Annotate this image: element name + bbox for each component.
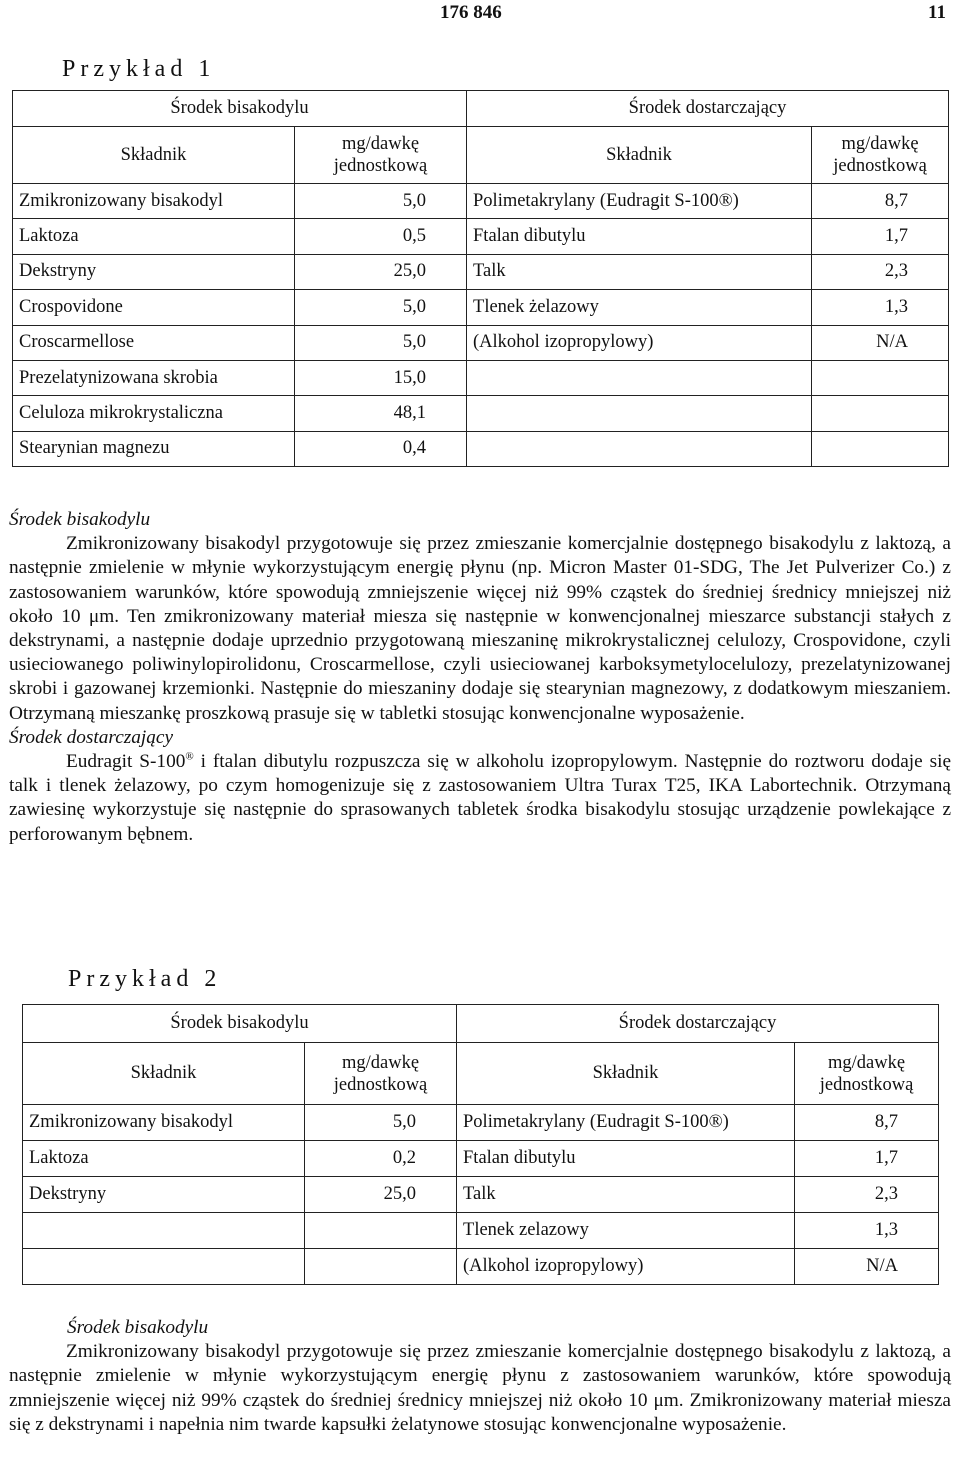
ingredient-dose: 25,0 [305, 1177, 457, 1213]
ingredient-dose [305, 1249, 457, 1285]
ingredient-name: Croscarmellose [13, 325, 295, 360]
ingredient-dose [305, 1213, 457, 1249]
delivery-ingredient-dose: N/A [812, 325, 949, 360]
ingredient-name: Zmikronizowany bisakodyl [13, 184, 295, 219]
table-row [23, 1105, 939, 1141]
example-2-bisakodyl-heading: Środek bisakodylu [67, 1317, 209, 1338]
bisakodyl-section-text: Zmikronizowany bisakodyl przygotowuje się przez zmieszanie komercjalnie dostępnego bisakodylu z laktozą, a następnie zmielenie w młynie wykorzystującym energię płynu (np. Micron Master 01-SDG, The Jet Pulverizer Co.) z zastosowaniem warunków, które spowodują zmniejszenie więcej niż 99% cząstek do średniej średnicy mniejszej niż około 10 μm. Ten zmikronizowany materiał miesza się następnie w konwencjonalnej mieszarce substancji stałych z dekstrynami, a następnie dodaje uprzednio przygotowaną mieszaninę mikrokrystalicznej celulozy, Crospovidone, czyli usieciowanego poliwinylopirolidonu, Croscarmellose, czyli usieciowanej karboksymetylocelulozy, prezelatynizowanej skrobi i gazowanej krzemionki. Następnie do mieszaniny dodaje się stearynian magnezowy, z dodatkowym mieszaniem. Otrzymaną mieszankę proszkową prasuje się w tabletki stosując konwencjonalne wyposażenie. [9, 533, 951, 724]
ingredient-name: Laktoza [13, 219, 295, 254]
ingredient-dose: 5,0 [305, 1105, 457, 1141]
column-header-ingredient-right: Składnik [467, 127, 812, 184]
table2-group-header-right: Środek dostarczający [457, 1005, 939, 1043]
table2-group-header-left: Środek bisakodylu [23, 1005, 457, 1043]
table-row [13, 396, 949, 431]
delivery-ingredient-dose: 8,7 [812, 184, 949, 219]
patent-number: 176 846 [440, 2, 502, 23]
ingredient-dose: 0,4 [295, 431, 467, 466]
delivery-ingredient-dose: 1,3 [795, 1213, 939, 1249]
table2-column-header-dose-right-line1: mg/dawkę [827, 1052, 906, 1073]
table-row [23, 1213, 939, 1249]
delivery-ingredient-name: Tlenek żelazowy [467, 290, 812, 325]
column-header-dose-right [812, 127, 949, 184]
delivery-ingredient-name [467, 360, 812, 395]
ingredient-dose: 5,0 [295, 325, 467, 360]
delivery-section-heading: Środek dostarczający [9, 726, 174, 748]
ingredient-dose: 5,0 [295, 290, 467, 325]
table-row [13, 184, 949, 219]
example-2-table-body [23, 1105, 939, 1285]
column-header-dose-line1: mg/dawkę [341, 134, 420, 154]
delivery-section-text [9, 750, 951, 847]
table-row [13, 254, 949, 289]
example-1-title: Przykład 1 [62, 56, 216, 82]
example-2-text [9, 1316, 951, 1437]
ingredient-name: Zmikronizowany bisakodyl [23, 1105, 305, 1141]
ingredient-name: Dekstryny [13, 254, 295, 289]
delivery-ingredient-name [467, 396, 812, 431]
ingredient-dose: 25,0 [295, 254, 467, 289]
delivery-ingredient-dose [812, 396, 949, 431]
column-header-dose [295, 127, 467, 184]
ingredient-dose: 0,5 [295, 219, 467, 254]
delivery-text-start: Eudragit S-100 [66, 751, 186, 773]
table-row [23, 1177, 939, 1213]
delivery-ingredient-name: (Alkohol izopropylowy) [457, 1249, 795, 1285]
delivery-ingredient-dose: 1,7 [812, 219, 949, 254]
table-row [13, 219, 949, 254]
table2-column-header-dose [305, 1043, 457, 1105]
ingredient-name [23, 1213, 305, 1249]
example-2-bisakodyl-text: Zmikronizowany bisakodyl przygotowuje się przez zmieszanie komercjalnie dostępnego bisakodylu z laktozą, a następnie zmielenie w młynie wykorzystującym energię płynu z zastosowaniem warunków, które spowodują zmniejszenie więcej niż 99% cząstek do średniej średnicy mniejszej niż około 10 μm. Zmikronizowany materiał miesza się z dekstrynami i napełnia nim twarde kapsułki żelatynowe stosując konwencjonalne wyposażenie. [9, 1341, 951, 1435]
ingredient-dose: 48,1 [295, 396, 467, 431]
table2-column-header-ingredient-right: Składnik [457, 1043, 795, 1105]
ingredient-dose: 0,2 [305, 1141, 457, 1177]
column-header-ingredient: Składnik [13, 127, 295, 184]
example-1-text [9, 508, 951, 847]
table-row [13, 290, 949, 325]
ingredient-name: Laktoza [23, 1141, 305, 1177]
delivery-ingredient-name: Ftalan dibutylu [467, 219, 812, 254]
table-row [13, 431, 949, 466]
ingredient-name: Stearynian magnezu [13, 431, 295, 466]
table2-column-header-dose-line1: mg/dawkę [341, 1052, 420, 1073]
ingredient-dose: 5,0 [295, 184, 467, 219]
table-group-header-right: Środek dostarczający [467, 91, 949, 127]
delivery-text-rest: i ftalan dibutylu rozpuszcza się w alkoholu izopropylowym. Następnie do roztworu dodaje się talk i tlenek żelazowy, po czym homogenizuje się z zastosowaniem Ultra Turax T25, IKA Labortechnik. Otrzymaną zawiesinę wykorzystuje się następnie do sprasowanych tabletek środka bisakodylu stosując urządzenie powlekające z perforowanym bębnem. [9, 751, 951, 845]
delivery-ingredient-name: Talk [457, 1177, 795, 1213]
delivery-ingredient-name: Polimetakrylany (Eudragit S-100®) [457, 1105, 795, 1141]
delivery-ingredient-name: (Alkohol izopropylowy) [467, 325, 812, 360]
example-2-title: Przykład 2 [68, 966, 222, 992]
delivery-ingredient-name [467, 431, 812, 466]
delivery-ingredient-dose: 1,3 [812, 290, 949, 325]
table2-column-header-dose-right [795, 1043, 939, 1105]
table-row [23, 1249, 939, 1285]
table-group-header-left: Środek bisakodylu [13, 91, 467, 127]
delivery-ingredient-dose: 2,3 [812, 254, 949, 289]
table-row [23, 1141, 939, 1177]
delivery-ingredient-name: Ftalan dibutylu [457, 1141, 795, 1177]
table2-column-header-ingredient: Składnik [23, 1043, 305, 1105]
bisakodyl-section-heading: Środek bisakodylu [9, 509, 151, 530]
delivery-ingredient-dose: 1,7 [795, 1141, 939, 1177]
table-row [13, 325, 949, 360]
page-header [0, 2, 960, 26]
example-2-table [22, 1004, 939, 1285]
column-header-dose-line2: jednostkową [333, 156, 428, 176]
table-row [13, 360, 949, 395]
delivery-ingredient-dose [812, 360, 949, 395]
delivery-ingredient-dose [812, 431, 949, 466]
page-number: 11 [928, 2, 946, 23]
table2-column-header-dose-line2: jednostkową [333, 1074, 428, 1095]
registered-mark: ® [185, 750, 194, 763]
ingredient-name: Dekstryny [23, 1177, 305, 1213]
ingredient-name: Crospovidone [13, 290, 295, 325]
ingredient-name: Celuloza mikrokrystaliczna [13, 396, 295, 431]
delivery-ingredient-name: Polimetakrylany (Eudragit S-100®) [467, 184, 812, 219]
ingredient-dose: 15,0 [295, 360, 467, 395]
delivery-ingredient-dose: 8,7 [795, 1105, 939, 1141]
example-1-table-body [13, 184, 949, 467]
example-1-table [12, 90, 949, 467]
column-header-dose-right-line2: jednostkową [833, 156, 927, 176]
delivery-ingredient-dose: 2,3 [795, 1177, 939, 1213]
ingredient-name [23, 1249, 305, 1285]
column-header-dose-right-line1: mg/dawkę [841, 134, 919, 154]
table2-column-header-dose-right-line2: jednostkową [819, 1074, 914, 1095]
delivery-ingredient-dose: N/A [795, 1249, 939, 1285]
ingredient-name: Prezelatynizowana skrobia [13, 360, 295, 395]
delivery-ingredient-name: Talk [467, 254, 812, 289]
delivery-ingredient-name: Tlenek zelazowy [457, 1213, 795, 1249]
